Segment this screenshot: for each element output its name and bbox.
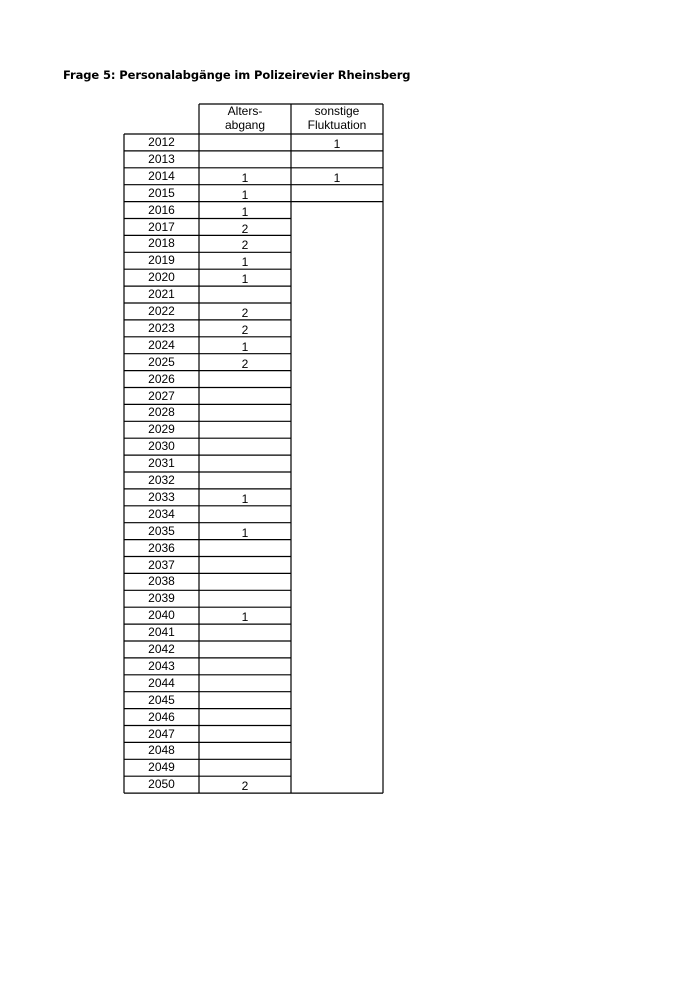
altersabgang-cell: 1 [241, 491, 249, 506]
altersabgang-cell: 1 [241, 170, 249, 185]
altersabgang-cell: 1 [241, 339, 249, 354]
altersabgang-cell: 1 [241, 187, 249, 202]
year-cell: 2027 [148, 388, 175, 403]
year-cell: 2030 [148, 439, 175, 454]
year-cell: 2038 [148, 574, 175, 589]
year-cell: 2015 [148, 185, 175, 200]
year-cell: 2031 [148, 456, 175, 471]
year-cell: 2047 [148, 726, 175, 741]
year-cell: 2040 [148, 608, 175, 623]
year-cell: 2037 [148, 557, 175, 572]
year-cell: 2018 [148, 236, 175, 251]
year-cell: 2041 [148, 625, 175, 640]
altersabgang-cell: 2 [241, 221, 249, 236]
year-cell: 2020 [148, 270, 175, 285]
year-cell: 2042 [148, 642, 175, 656]
year-cell: 2028 [148, 405, 175, 420]
column-header-age-line1: Alters- [227, 104, 263, 118]
year-cell: 2022 [148, 304, 175, 318]
year-cell: 2049 [148, 760, 175, 775]
year-cell: 2033 [148, 489, 175, 504]
altersabgang-cell: 2 [241, 322, 249, 337]
year-cell: 2026 [148, 371, 175, 386]
year-cell: 2024 [148, 337, 175, 352]
year-cell: 2023 [148, 320, 175, 335]
altersabgang-cell: 2 [241, 779, 249, 794]
year-cell: 2034 [148, 506, 175, 521]
year-cell: 2045 [148, 692, 175, 707]
year-cell: 2044 [148, 675, 175, 690]
fluktuation-cell: 1 [333, 170, 341, 185]
year-cell: 2012 [148, 135, 175, 149]
altersabgang-cell: 1 [241, 610, 249, 625]
altersabgang-cell: 1 [241, 272, 249, 287]
altersabgang-cell: 1 [241, 255, 249, 270]
year-cell: 2014 [148, 168, 175, 183]
altersabgang-cell: 2 [241, 306, 249, 320]
altersabgang-cell: 2 [241, 356, 249, 371]
altersabgang-cell: 1 [241, 525, 249, 540]
year-cell: 2039 [148, 591, 175, 606]
year-cell: 2025 [148, 354, 175, 369]
year-cell: 2017 [148, 219, 175, 234]
year-cell: 2029 [148, 422, 175, 437]
fluktuation-cell: 1 [333, 137, 341, 151]
year-cell: 2043 [148, 658, 175, 673]
year-cell: 2036 [148, 540, 175, 555]
year-cell: 2021 [148, 287, 175, 302]
year-cell: 2050 [148, 777, 175, 792]
year-cell: 2016 [148, 202, 175, 217]
altersabgang-cell: 1 [241, 204, 249, 219]
year-cell: 2032 [148, 473, 175, 487]
year-cell: 2019 [148, 253, 175, 268]
year-cell: 2048 [148, 743, 175, 758]
year-cell: 2035 [148, 523, 175, 538]
page-title: Frage 5: Personalabgänge im Polizeirevier Rheinsberg [63, 68, 411, 82]
column-header-fluk-line1: sonstige [314, 104, 360, 118]
year-cell: 2046 [148, 709, 175, 724]
column-header-age-line2: abgang [224, 118, 266, 132]
year-cell: 2013 [148, 151, 175, 166]
column-header-fluk-line2: Fluktuation [307, 118, 367, 132]
altersabgang-cell: 2 [241, 238, 249, 253]
